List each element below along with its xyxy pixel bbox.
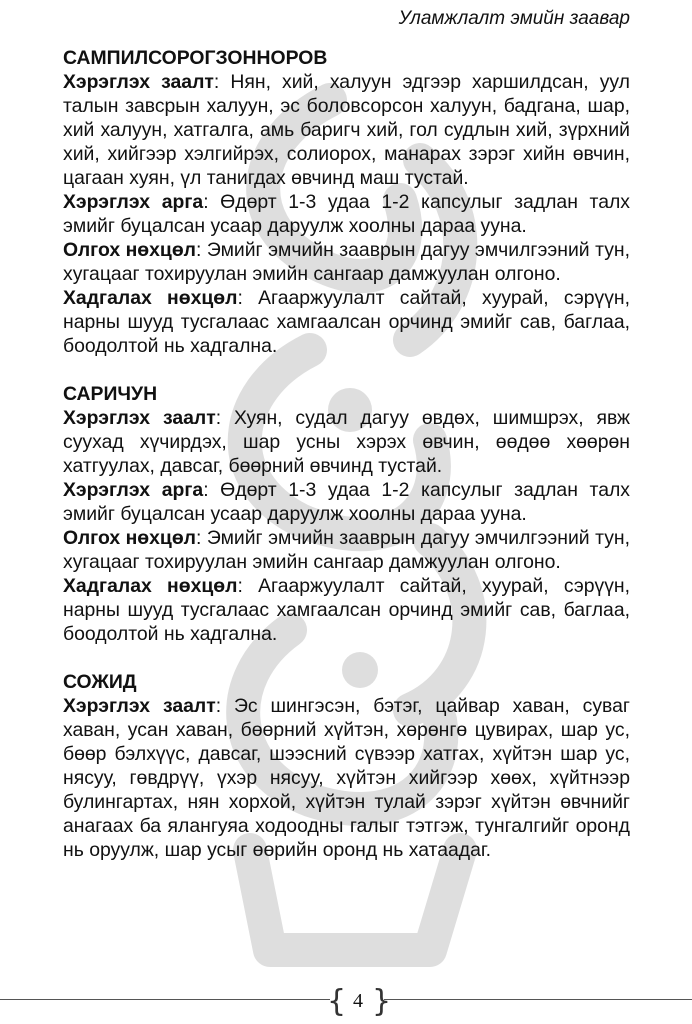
indication-label: Хэрэглэх заалт: [63, 71, 214, 93]
section-title: САРИЧУН: [63, 383, 158, 405]
document-body: [63, 46, 630, 862]
storage-paragraph: [63, 574, 630, 646]
running-header: Уламжлалт эмийн заавар: [398, 8, 630, 29]
dosage-label: Хэрэглэх арга: [63, 191, 204, 213]
footer-rule-left: [0, 999, 330, 1000]
indication-label: Хэрэглэх заалт: [63, 407, 216, 429]
indication-text: : Нян, хий, халуун эдгээр харшилдсан, уул талын завсрын халуун, эс боловсорсон халуун, бадгана, шар, хий халуун, хатгалга, амь баригч хий, гол судлын хий, зүрхний хий, хийгээр хэлгийрэх, солиорох, манарах зэрэг хийн өвчин, цагаан хуян, үл танигдах өвчинд маш тустай.: [63, 71, 631, 189]
indication-label: Хэрэглэх заалт: [63, 695, 216, 717]
indication-text: : Эс шингэсэн, бэтэг, цайвар хаван, суваг хаван, усан хаван, бөөрний хүйтэн, хөрөнгө цувирах, шар ус, бөөр бэлхүүс, давсаг, шээсний сүвээр хатгах, хүйтэн шар ус, нясуу, гөвдрүү, үхэр нясуу, хүйтэн хийгээр хөөх, хүйтнээр булингартах, нян хорхой, хүйтэн тулай зэрэг хүйтэн өвчнийг анагаах ба ялангуяа ходоодны галыг тэтгэж, тунгалгийг оронд нь оруулж, шар усыг өөрийн оронд нь хатаадаг.: [63, 695, 630, 861]
dispensing-label: Олгох нөхцөл: [63, 239, 196, 261]
dispensing-text: : Эмийг эмчийн зааврын дагуу эмчилгээний тун, хугацааг тохируулан эмийн сангаар дамжуулан олгоно.: [63, 527, 630, 573]
drug-section-sampilsorogzonnorov: [63, 46, 630, 358]
footer-rule-right: [384, 999, 692, 1000]
page-number-brace-left: {: [327, 984, 347, 1019]
dispensing-label: Олгох нөхцөл: [63, 527, 196, 549]
indication-text: : Хуян, судал дагуу өвдөх, шимшрэх, явж суухад хүчирдэх, шар усны хэрэх өвчин, өөдөө хөөрөн хатгуулах, давсаг, бөөрний өвчинд тустай.: [63, 407, 630, 477]
dosage-paragraph: [63, 478, 630, 526]
storage-label: Хадгалах нөхцөл: [63, 287, 238, 309]
indication-paragraph: [63, 70, 630, 190]
storage-label: Хадгалах нөхцөл: [63, 575, 238, 597]
dispensing-paragraph: [63, 238, 630, 286]
section-title: САМПИЛСОРОГЗОННОРОВ: [63, 47, 328, 69]
drug-section-sarichun: [63, 382, 630, 646]
indication-paragraph: [63, 694, 630, 862]
drug-section-sozhid: [63, 670, 630, 862]
dosage-label: Хэрэглэх арга: [63, 479, 204, 501]
dispensing-text: : Эмийг эмчийн зааврын дагуу эмчилгээний тун, хугацааг тохируулан эмийн сангаар дамжуулан олгоно.: [63, 239, 630, 285]
page-number: 4: [353, 990, 363, 1012]
dispensing-paragraph: [63, 526, 630, 574]
dosage-text: : Өдөрт 1-3 удаа 1-2 капсулыг задлан талх эмийг буцалсан усаар даруулж хоолны дараа ууна.: [63, 191, 630, 237]
dosage-paragraph: [63, 190, 630, 238]
storage-text: : Агааржуулалт сайтай, хуурай, сэрүүн, нарны шууд тусгалаас хамгаалсан орчинд эмийг сав, баглаа, боодолтой нь хадгална.: [63, 575, 630, 645]
dosage-text: : Өдөрт 1-3 удаа 1-2 капсулыг задлан талх эмийг буцалсан усаар даруулж хоолны дараа ууна.: [63, 479, 630, 525]
page-number-brace-right: }: [372, 984, 392, 1019]
indication-paragraph: [63, 406, 630, 478]
storage-paragraph: [63, 286, 630, 358]
storage-text: : Агааржуулалт сайтай, хуурай, сэрүүн, нарны шууд тусгалаас хамгаалсан орчинд эмийг сав, баглаа, боодолтой нь хадгална.: [63, 287, 630, 357]
section-title: СОЖИД: [63, 671, 137, 693]
